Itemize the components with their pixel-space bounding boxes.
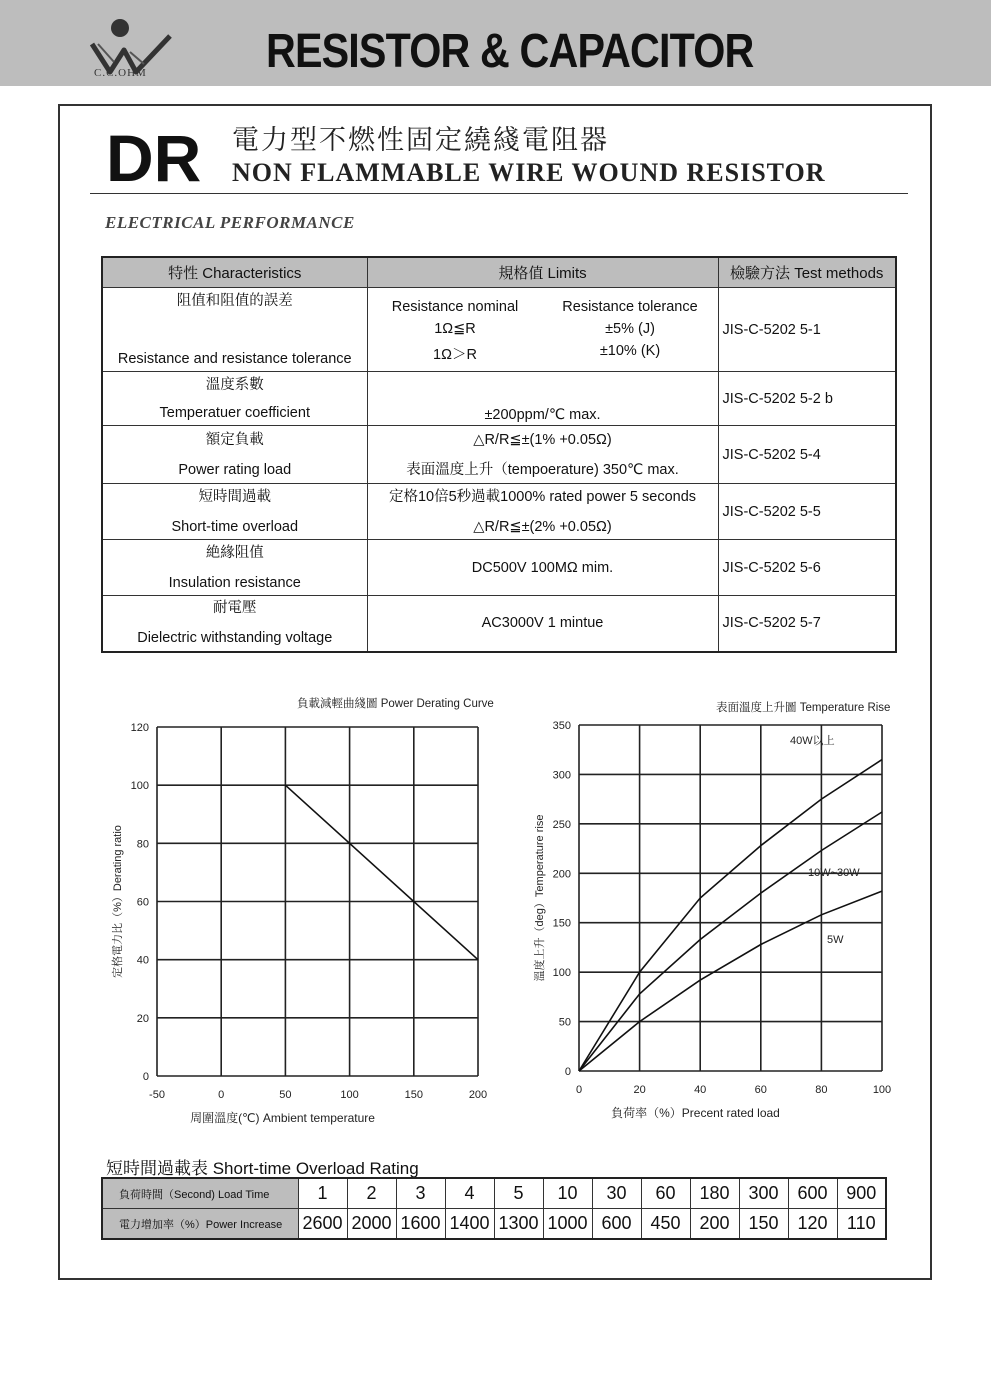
limit-text: Resistance nominal (391, 299, 519, 315)
characteristic-cn: 短時間過載 (198, 488, 271, 505)
characteristic-en: Short-time overload (171, 518, 299, 535)
y-tick-label: 300 (552, 769, 571, 782)
x-axis-label: 負荷率（%）Precent rated load (611, 1106, 780, 1120)
limit-text: 定格10倍5秒過載1000% rated power 5 seconds (388, 488, 697, 505)
electrical-performance-table (101, 256, 897, 653)
power-increase-cell: 2000 (347, 1209, 396, 1240)
power-increase-cell: 1600 (396, 1209, 445, 1240)
y-axis-label: 定格電力比（%）Derating ratio (112, 825, 124, 978)
x-axis-label: 周圍溫度(℃) Ambient temperature (190, 1111, 375, 1125)
limit-text: ±10% (K) (599, 343, 661, 359)
characteristic-en: Power rating load (178, 461, 292, 478)
test-method-cell: JIS-C-5202 5-1 (718, 288, 896, 372)
y-tick-label: 120 (130, 722, 149, 734)
load-time-cell: 180 (690, 1178, 739, 1209)
x-tick-label: 40 (694, 1084, 707, 1096)
y-tick-label: 40 (136, 954, 149, 967)
characteristic-en: Dielectric withstanding voltage (137, 630, 333, 647)
characteristic-cell (102, 372, 367, 426)
limits-cell (367, 484, 718, 540)
power-increase-cell: 2600 (298, 1209, 347, 1240)
load-time-cell: 600 (788, 1178, 837, 1209)
limits-cell (367, 426, 718, 484)
overload-heading: 短時間過載表 Short-time Overload Rating (106, 1159, 419, 1178)
header-characteristics: 特性 Characteristics (102, 257, 367, 288)
y-tick-label: 200 (552, 868, 571, 881)
charts-area (100, 690, 900, 1130)
section-heading: ELECTRICAL PERFORMANCE (105, 213, 355, 232)
load-time-cell: 300 (739, 1178, 788, 1209)
y-tick-label: 80 (136, 838, 149, 851)
y-tick-label: 0 (564, 1066, 571, 1078)
logo-text: C.C.OHM (94, 67, 147, 79)
load-time-cell: 900 (837, 1178, 886, 1209)
test-method-cell: JIS-C-5202 5-2 b (718, 372, 896, 426)
header-test-methods: 檢驗方法 Test methods (718, 257, 896, 288)
load-time-cell: 30 (592, 1178, 641, 1209)
limits-cell (367, 540, 718, 596)
limit-text: DC500V 100MΩ mim. (471, 559, 614, 576)
power-increase-cell: 1300 (494, 1209, 543, 1240)
characteristic-cn: 額定負載 (205, 431, 264, 448)
limit-text: △R/R≦±(2% +0.05Ω) (473, 518, 612, 535)
load-time-cell: 10 (543, 1178, 592, 1209)
short-time-overload-table (101, 1177, 887, 1240)
characteristic-cell (102, 596, 367, 652)
load-time-cell: 1 (298, 1178, 347, 1209)
x-tick-label: 60 (754, 1084, 767, 1096)
y-tick-label: 100 (130, 780, 149, 793)
characteristic-cn: 阻值和阻值的誤差 (176, 292, 293, 309)
product-code: DR (106, 121, 202, 195)
test-method-cell: JIS-C-5202 5-7 (718, 596, 896, 652)
y-tick-label: 150 (552, 917, 571, 930)
characteristic-cn: 溫度系數 (205, 376, 264, 393)
series-line (285, 785, 478, 960)
x-tick-label: 20 (633, 1084, 646, 1096)
limits-cell (367, 372, 718, 426)
title-divider (90, 193, 908, 194)
x-tick-label: 0 (218, 1089, 225, 1101)
limits-cell (367, 288, 718, 372)
characteristic-cn: 耐電壓 (213, 600, 257, 617)
row-label-load-time: 負荷時間（Second) Load Time (102, 1178, 298, 1209)
chart-title: 表面溫度上升圖 Temperature Rise (716, 702, 891, 714)
characteristic-cell (102, 288, 367, 372)
power-increase-row (102, 1209, 886, 1240)
x-tick-label: 0 (575, 1084, 583, 1096)
table-row (102, 372, 896, 426)
limit-text: 表面溫度上升（tempoerature) 350℃ max. (406, 461, 679, 478)
y-axis-label: 溫度上升（deg）Temperature rise (534, 814, 546, 982)
power-increase-cell: 600 (592, 1209, 641, 1240)
load-time-cell: 60 (641, 1178, 690, 1209)
x-tick-label: 100 (872, 1084, 892, 1096)
product-title-en: NON FLAMMABLE WIRE WOUND RESISTOR (232, 158, 826, 187)
characteristic-cell (102, 484, 367, 540)
limit-text: ±5% (J) (605, 321, 655, 337)
load-time-cell: 3 (396, 1178, 445, 1209)
y-tick-label: 0 (142, 1071, 149, 1083)
load-time-row (102, 1178, 886, 1209)
power-increase-cell: 200 (690, 1209, 739, 1240)
table-row (102, 484, 896, 540)
limit-text: △R/R≦±(1% +0.05Ω) (473, 431, 612, 448)
limit-text: 1Ω≦R (434, 321, 476, 337)
y-tick-label: 20 (136, 1012, 149, 1025)
table-row (102, 426, 896, 484)
power-increase-cell: 120 (788, 1209, 837, 1240)
product-title-cn: 電力型不燃性固定繞綫電阻器 (232, 125, 609, 156)
row-label-power-increase: 電力增加率（%）Power Increase (102, 1209, 298, 1240)
series-line (579, 891, 882, 1071)
load-time-cell: 2 (347, 1178, 396, 1209)
chart-title: 負載減輕曲綫圖 Power Derating Curve (297, 698, 494, 710)
power-increase-cell: 450 (641, 1209, 690, 1240)
table-header-row (102, 257, 896, 288)
x-tick-label: 150 (404, 1089, 423, 1101)
series-label: 10W~30W (808, 867, 860, 879)
table-row (102, 288, 896, 372)
y-tick-label: 250 (552, 818, 571, 831)
test-method-cell: JIS-C-5202 5-5 (718, 484, 896, 540)
characteristic-cell (102, 540, 367, 596)
limit-text: Resistance tolerance (562, 299, 698, 315)
table-row (102, 540, 896, 596)
characteristic-en: Insulation resistance (168, 574, 301, 591)
banner-title: RESISTOR & CAPACITOR (266, 25, 754, 78)
series-label: 5W (827, 934, 844, 946)
x-tick-label: 50 (279, 1089, 292, 1101)
y-tick-label: 100 (552, 967, 571, 980)
test-method-cell: JIS-C-5202 5-4 (718, 426, 896, 484)
characteristic-cn: 絶緣阻值 (205, 544, 264, 561)
load-time-cell: 4 (445, 1178, 494, 1209)
test-method-cell: JIS-C-5202 5-6 (718, 540, 896, 596)
series-label: 40W以上 (790, 735, 835, 747)
x-tick-label: 200 (468, 1089, 488, 1101)
table-row (102, 596, 896, 652)
x-tick-label: 100 (340, 1089, 359, 1101)
power-increase-cell: 1400 (445, 1209, 494, 1240)
y-tick-label: 60 (136, 896, 149, 909)
characteristic-en: Temperatuer coefficient (159, 404, 310, 421)
limits-cell (367, 596, 718, 652)
power-increase-cell: 1000 (543, 1209, 592, 1240)
characteristic-en: Resistance and resistance tolerance (117, 350, 352, 367)
power-increase-cell: 150 (739, 1209, 788, 1240)
x-tick-label: 80 (815, 1084, 828, 1096)
power-increase-cell: 110 (837, 1209, 886, 1240)
y-tick-label: 50 (558, 1016, 571, 1029)
characteristic-cell (102, 426, 367, 484)
load-time-cell: 5 (494, 1178, 543, 1209)
limit-text: 1Ω＞R (433, 347, 477, 363)
x-tick-label: -50 (149, 1089, 165, 1101)
limit-text: AC3000V 1 mintue (481, 615, 604, 632)
header-limits: 規格值 Limits (367, 257, 718, 288)
y-tick-label: 350 (552, 720, 571, 732)
limit-text: ±200ppm/℃ max. (484, 407, 601, 423)
